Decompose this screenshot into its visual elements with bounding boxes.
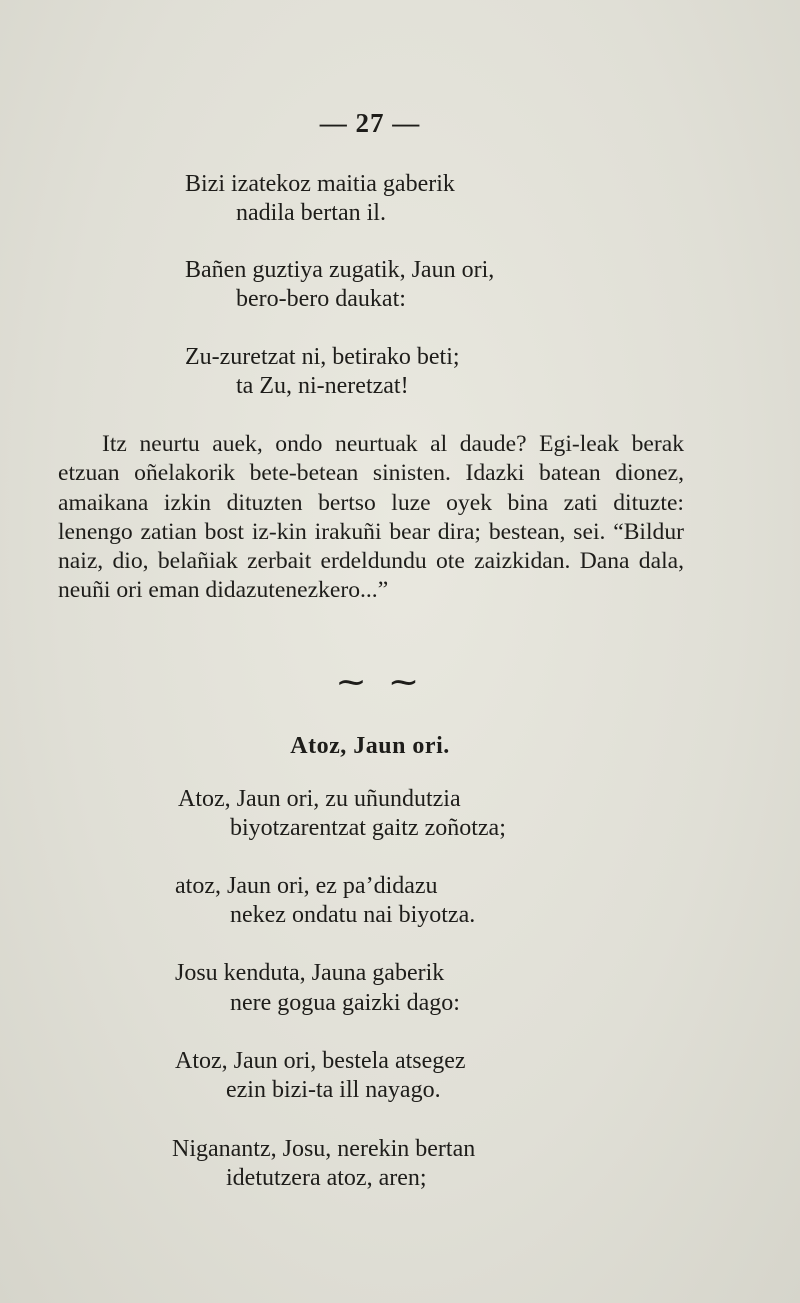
- poem-line: atoz, Jaun ori, ez pa’didazu: [175, 873, 438, 899]
- poem-line: Zu-zuretzat ni, betirako beti;: [185, 344, 460, 370]
- poem-line: bero-bero daukat:: [236, 286, 406, 312]
- poem-title: Atoz, Jaun ori.: [290, 733, 450, 759]
- section-ornament: ⁓ ⁓: [338, 668, 427, 697]
- poem-line: Josu kenduta, Jauna gaberik: [175, 960, 445, 986]
- poem-line: biyotzarentzat gaitz zoñotza;: [230, 815, 506, 841]
- poem-line: nekez ondatu nai biyotza.: [230, 902, 476, 928]
- poem-line: Atoz, Jaun ori, bestela atsegez: [175, 1048, 466, 1074]
- poem-line: nadila bertan il.: [236, 200, 386, 226]
- poem-line: Niganantz, Josu, nerekin bertan: [172, 1136, 476, 1162]
- poem-line: nere gogua gaizki dago:: [230, 990, 460, 1016]
- poem-line: Bañen guztiya zugatik, Jaun ori,: [185, 257, 495, 283]
- prose-paragraph: [58, 430, 684, 606]
- poem-line: Bizi izatekoz maitia gaberik: [185, 171, 455, 197]
- poem-line: idetutzera atoz, aren;: [226, 1165, 427, 1191]
- poem-line: ta Zu, ni-neretzat!: [236, 373, 409, 399]
- poem-line: Atoz, Jaun ori, zu uñundutzia: [178, 786, 461, 812]
- page-number: — 27 —: [319, 108, 421, 138]
- paragraph-text: Itz neurtu auek, ondo neurtuak al daude? Egi-leak berak etzuan oñelakorik bete-betean sinisten. Idazki batean dionez, amaikana izkin dituzten bertso luze oyek bina zati dituzte: lenengo zatian bost iz-kin irakuñi bear dira; bestean, sei. “Bildur naiz, dio, belañiak zerbait erdeldundu ote zaizkidan. Dana dala, neuñi ori eman didazutenezkero...”: [58, 431, 684, 604]
- poem-line: ezin bizi-ta ill nayago.: [226, 1077, 441, 1103]
